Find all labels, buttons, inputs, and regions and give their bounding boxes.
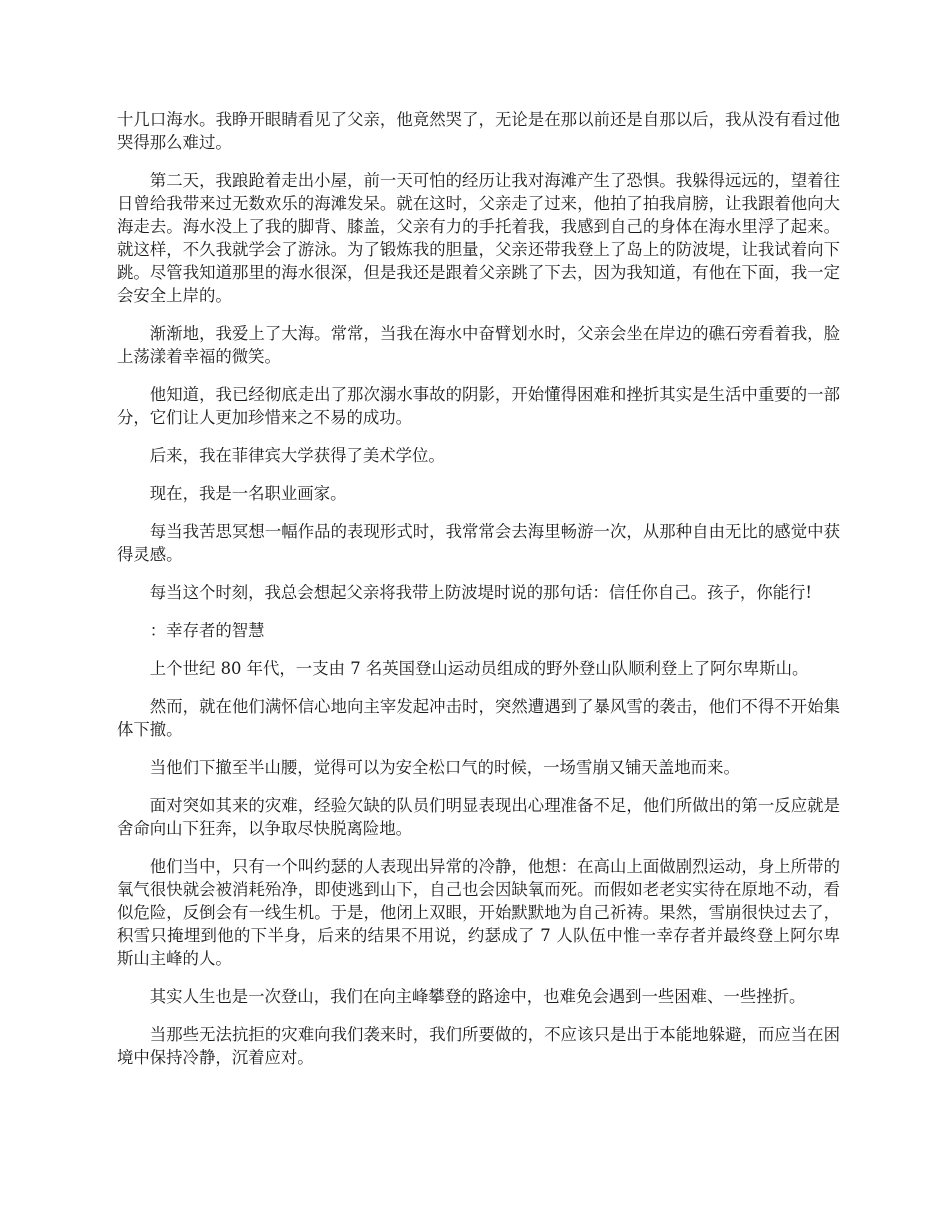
section-heading: ：幸存者的智慧: [149, 621, 265, 640]
paragraph-15: 其实人生也是一次登山，我们在向主峰攀登的路途中，也难免会遇到一些困难、一些挫折。: [149, 987, 806, 1006]
paragraph-14: 他们当中，只有一个叫约瑟的人表现出异常的冷静，他想：在高山上面做剧烈运动，身上所带的氧气很快就会被消耗殆净，即使逃到山下，自己也会因缺氧而死。而假如老老实实待在原地不动，看似危险，反倒会有一线生机。于是，他闭上双眼，开始默默地为自己祈祷。果然，雪崩很快过去了，积雪只掩埋到他的下半身，后来的结果不用说，约瑟成了 7 人队伍中惟一幸存者并最终登上阿尔卑斯山主峰的人。: [117, 857, 840, 968]
paragraph-4: 他知道，我已经彻底走出了那次溺水事故的阴影，开始懂得困难和挫折其实是生活中重要的一部分，它们让人更加珍惜来之不易的成功。: [117, 385, 840, 427]
document-page: [117, 108, 840, 1084]
paragraph-7: 每当我苦思冥想一幅作品的表现形式时，我常常会去海里畅游一次，从那种自由无比的感觉中获得灵感。: [117, 522, 840, 564]
paragraph-6: 现在，我是一名职业画家。: [149, 484, 347, 503]
paragraph-3: 渐渐地，我爱上了大海。常常，当我在海水中奋臂划水时，父亲会坐在岸边的礁石旁看着我，脸上荡漾着幸福的微笑。: [117, 324, 840, 366]
paragraph-13: 面对突如其来的灾难，经验欠缺的队员们明显表现出心理准备不足，他们所做出的第一反应就是舍命向山下狂奔，以争取尽快脱离险地。: [117, 796, 840, 838]
paragraph-10: 上个世纪 80 年代，一支由 7 名英国登山运动员组成的野外登山队顺利登上了阿尔卑斯山。: [149, 659, 809, 678]
paragraph-16: 当那些无法抗拒的灾难向我们袭来时，我们所要做的，不应该只是出于本能地躲避，而应当在困境中保持冷静，沉着应对。: [117, 1025, 840, 1067]
paragraph-8: 每当这个时刻，我总会想起父亲将我带上防波堤时说的那句话：信任你自己。孩子，你能行!: [149, 583, 813, 602]
paragraph-2: 第二天，我踉跄着走出小屋，前一天可怕的经历让我对海滩产生了恐惧。我躲得远远的，望着往日曾给我带来过无数欢乐的海滩发呆。就在这时，父亲走了过来，他拍了拍我肩膀，让我跟着他向大海走去。海水没上了我的脚背、膝盖，父亲有力的手托着我，我感到自己的身体在海水里浮了起来。就这样，不久我就学会了游泳。为了锻炼我的胆量，父亲还带我登上了岛上的防波堤，让我试着向下跳。尽管我知道那里的海水很深，但是我还是跟着父亲跳了下去，因为我知道，有他在下面，我一定会安全上岸的。: [117, 171, 840, 305]
paragraph-12: 当他们下撤至半山腰，觉得可以为安全松口气的时候，一场雪崩又铺天盖地而来。: [149, 758, 740, 777]
paragraph-1: 十几口海水。我睁开眼睛看见了父亲，他竟然哭了，无论是在那以前还是自那以后，我从没有看过他哭得那么难过。: [117, 110, 840, 152]
paragraph-11: 然而，就在他们满怀信心地向主宰发起冲击时，突然遭遇到了暴风雪的袭击，他们不得不开始集体下撤。: [117, 697, 840, 739]
paragraph-5: 后来，我在菲律宾大学获得了美术学位。: [149, 446, 445, 465]
